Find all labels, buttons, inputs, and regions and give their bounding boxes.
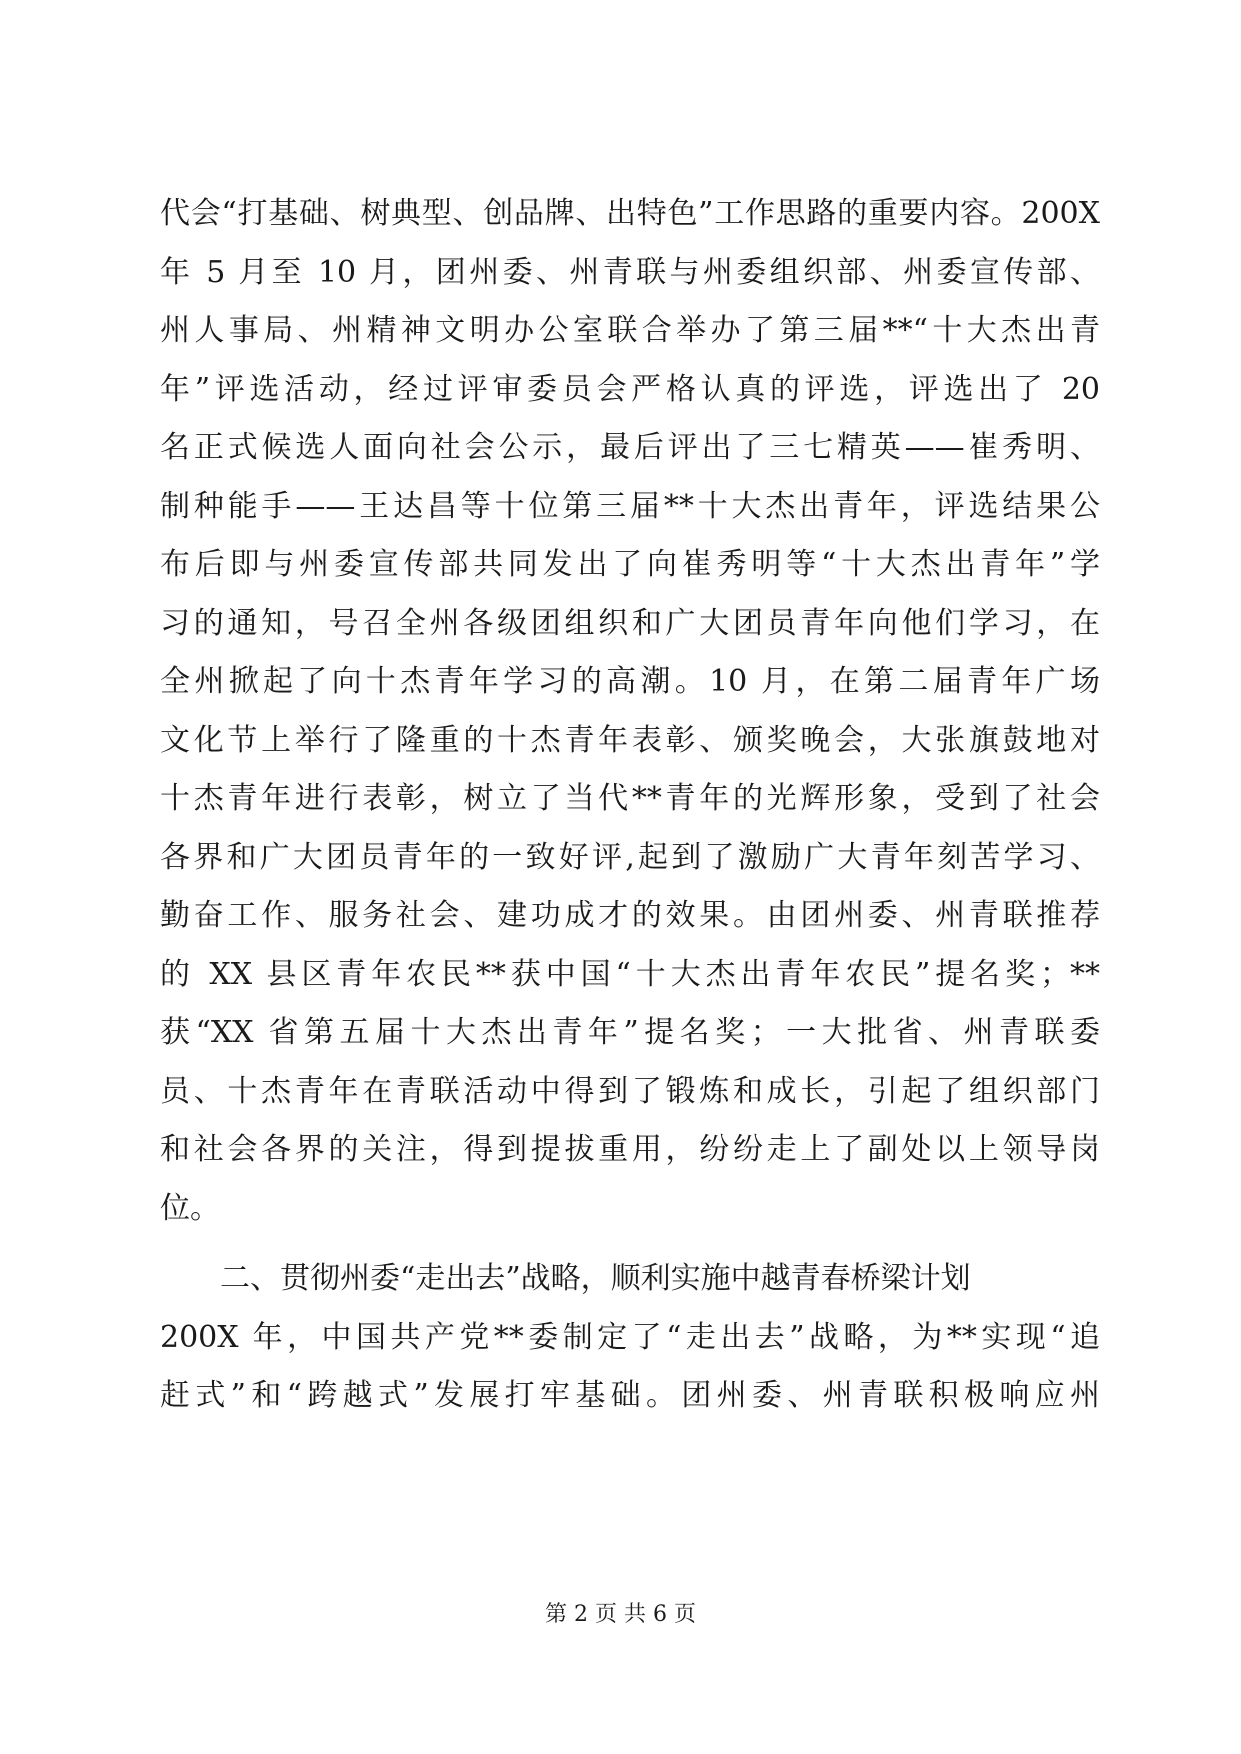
text-line: 的 XX 县区青年农民**获中国“十大杰出青年农民”提名奖；** <box>160 956 1100 992</box>
text-line: 勤奋工作、服务社会、建功成才的效果。由团州委、州青联推荐 <box>160 898 1100 933</box>
text-line: 200X 年，中国共产党**委制定了“走出去”战略，为**实现“追 <box>160 1319 1100 1355</box>
text-line: 员、十杰青年在青联活动中得到了锻炼和成长，引起了组织部门 <box>160 1073 1100 1109</box>
text-line: 习的通知，号召全州各级团组织和广大团员青年向他们学习，在 <box>160 605 1100 641</box>
text-line: 代会“打基础、树典型、创品牌、出特色”工作思路的重要内容。200X <box>160 196 1100 231</box>
text-line: 年 5 月至 10 月，团州委、州青联与州委组织部、州委宣传部、 <box>160 254 1100 290</box>
text-line: 年”评选活动，经过评审委员会严格认真的评选，评选出了 20 <box>160 371 1100 407</box>
text-line: 和社会各界的关注，得到提拔重用，纷纷走上了副处以上领导岗 <box>160 1132 1100 1167</box>
text-line: 十杰青年进行表彰，树立了当代**青年的光辉形象，受到了社会 <box>160 781 1100 816</box>
text-line: 州人事局、州精神文明办公室联合举办了第三届**“十大杰出青 <box>160 313 1100 348</box>
text-line: 二、贯彻州委“走出去”战略，顺利实施中越青春桥梁计划 <box>220 1261 971 1296</box>
text-line: 名正式候选人面向社会公示，最后评出了三七精英——崔秀明、 <box>160 430 1100 465</box>
text-line: 各界和广大团员青年的一致好评,起到了激励广大青年刻苦学习、 <box>160 839 1100 875</box>
text-line: 获“XX 省第五届十大杰出青年”提名奖；一大批省、州青联委 <box>160 1015 1100 1050</box>
text-line: 布后即与州委宣传部共同发出了向崔秀明等“十大杰出青年”学 <box>160 547 1100 582</box>
text-line: 全州掀起了向十杰青年学习的高潮。10 月，在第二届青年广场 <box>160 664 1100 699</box>
text-line: 制种能手——王达昌等十位第三届**十大杰出青年，评选结果公 <box>160 488 1100 524</box>
text-line: 文化节上举行了隆重的十杰青年表彰、颁奖晚会，大张旗鼓地对 <box>160 722 1100 758</box>
page-footer: 第 2 页 共 6 页 <box>545 1602 696 1627</box>
text-line: 位。 <box>160 1190 220 1226</box>
text-line: 赶式”和“跨越式”发展打牢基础。团州委、州青联积极响应州 <box>160 1378 1100 1413</box>
